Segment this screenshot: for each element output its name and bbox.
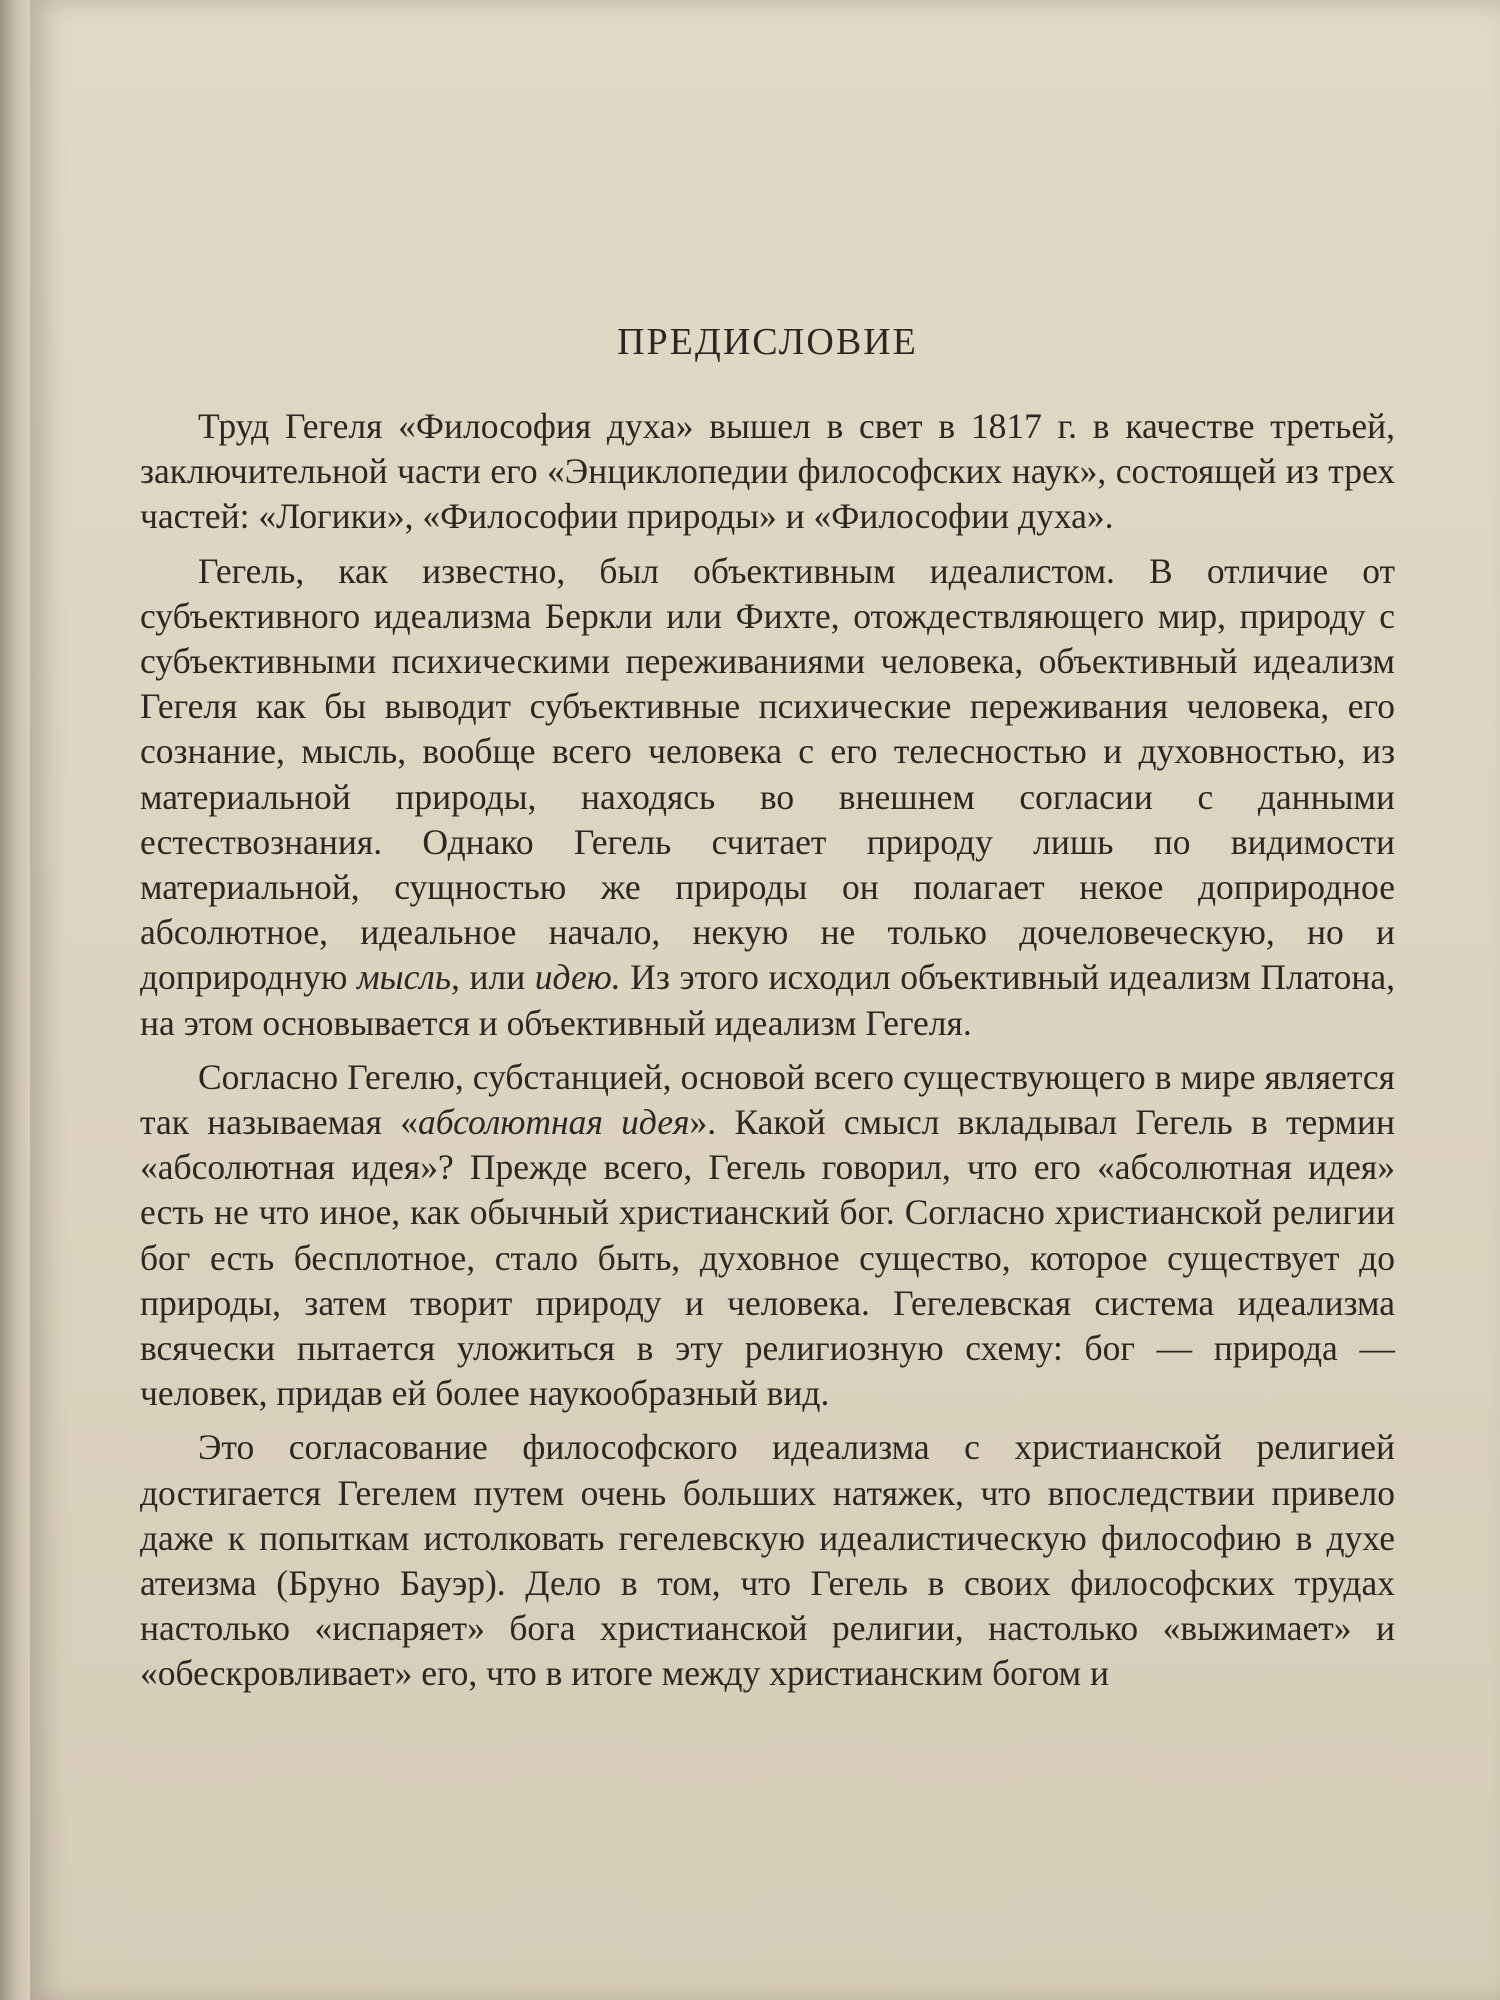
text-run: Согласно Гегелю, субстанцией, основой всего существующего в мире является так называемая «: [140, 1056, 1395, 1143]
paragraph: [140, 1425, 1395, 1696]
paragraph: [140, 549, 1395, 1046]
text-run: Это согласование философского идеализма с христианской религией достигается Гегелем путем очень больших натяжек, что впоследствии привело даже к попыткам истолковать гегелевскую идеалистическую философию в духе атеизма (Бруно Бауэр). Дело в том, что Гегель в своих философских трудах настолько «испаряет» бога христианской религии, настолько «выжимает» и «обескровливает» его, что в итоге между христианским богом и: [140, 1427, 1395, 1694]
italic-text-run: идею.: [534, 957, 621, 998]
paragraph: [140, 404, 1395, 540]
text-run: Труд Гегеля «Философия духа» вышел в свет в 1817 г. в качестве третьей, заключительной части его «Энциклопедии философских наук», состоящей из трех частей: «Логики», «Философии природы» и «Философии духа».: [140, 406, 1395, 537]
text-run: Гегель, как известно, был объективным идеалистом. В отличие от субъективного идеализма Беркли или Фихте, отождествляющего мир, природу с субъективными психическими переживаниями человека, объективный идеализм Гегеля как бы выводит субъективные психические переживания человека, его сознание, мысль, вообще всего человека с его телесностью и духовностью, из материальной природы, находясь во внешнем согласии с данными естествознания. Однако Гегель считает природу лишь по видимости материальной, сущностью же природы он полагает некое доприродное абсолютное, идеальное начало, некую не только дочеловеческую, но и доприродную: [140, 550, 1395, 998]
italic-text-run: абсолютная идея: [417, 1102, 690, 1143]
book-page: [30, 0, 1500, 2000]
page-content: [140, 320, 1395, 1706]
book-spine-edge: [0, 0, 30, 2000]
italic-text-run: мысль,: [356, 957, 460, 998]
paragraph: [140, 1055, 1395, 1417]
page-title: ПРЕДИСЛОВИЕ: [617, 321, 918, 363]
text-run: ». Какой смысл вкладывал Гегель в термин «абсолютная идея»? Прежде всего, Гегель говорил, что его «абсолютная идея» есть не что иное, как обычный христианский бог. Согласно христианской религии бог есть бесплотное, стало быть, духовное существо, которое существует до природы, затем творит природу и человека. Гегелевская система идеализма всячески пытается уложиться в эту религиозную схему: бог — природа — человек, придав ей более наукообразный вид.: [140, 1102, 1395, 1414]
text-run: Из этого исходил объективный идеализм Платона, на этом основывается и объективный идеализм Гегеля.: [140, 957, 1395, 1043]
text-run: или: [459, 957, 535, 998]
